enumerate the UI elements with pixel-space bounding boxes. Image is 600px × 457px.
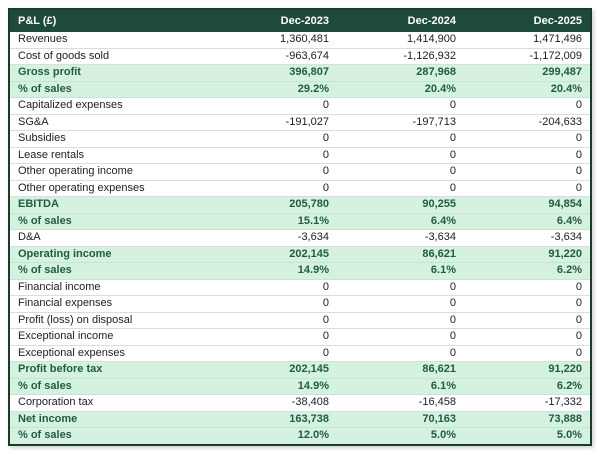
column-header: Dec-2025 bbox=[464, 9, 591, 32]
table-row bbox=[9, 312, 591, 329]
cell-value: 0 bbox=[210, 180, 337, 197]
cell-value: 0 bbox=[210, 345, 337, 362]
row-label: Capitalized expenses bbox=[9, 98, 210, 115]
cell-value: 6.4% bbox=[464, 213, 591, 230]
cell-value: 287,968 bbox=[337, 65, 464, 82]
table-row bbox=[9, 48, 591, 65]
cell-value: 0 bbox=[337, 329, 464, 346]
pnl-table bbox=[8, 8, 592, 446]
row-label: Revenues bbox=[9, 32, 210, 48]
row-label: % of sales bbox=[9, 263, 210, 280]
cell-value: 202,145 bbox=[210, 362, 337, 379]
cell-value: 0 bbox=[464, 147, 591, 164]
cell-value: 0 bbox=[210, 312, 337, 329]
cell-value: -1,172,009 bbox=[464, 48, 591, 65]
table-row bbox=[9, 279, 591, 296]
cell-value: 202,145 bbox=[210, 246, 337, 263]
cell-value: 94,854 bbox=[464, 197, 591, 214]
row-label: SG&A bbox=[9, 114, 210, 131]
row-label: % of sales bbox=[9, 428, 210, 445]
row-label: % of sales bbox=[9, 213, 210, 230]
cell-value: 0 bbox=[464, 312, 591, 329]
cell-value: 14.9% bbox=[210, 263, 337, 280]
table-row bbox=[9, 345, 591, 362]
cell-value: -191,027 bbox=[210, 114, 337, 131]
cell-value: 6.4% bbox=[337, 213, 464, 230]
total-row bbox=[9, 197, 591, 214]
cell-value: 0 bbox=[337, 296, 464, 313]
cell-value: 0 bbox=[464, 279, 591, 296]
cell-value: 0 bbox=[464, 345, 591, 362]
cell-value: 0 bbox=[337, 279, 464, 296]
row-label: Net income bbox=[9, 411, 210, 428]
table-row bbox=[9, 98, 591, 115]
cell-value: 0 bbox=[210, 98, 337, 115]
table-title: P&L (£) bbox=[9, 9, 210, 32]
row-label: Financial expenses bbox=[9, 296, 210, 313]
cell-value: 0 bbox=[337, 345, 464, 362]
total-row bbox=[9, 362, 591, 379]
cell-value: 20.4% bbox=[464, 81, 591, 98]
cell-value: 0 bbox=[464, 329, 591, 346]
cell-value: 0 bbox=[337, 131, 464, 148]
cell-value: 0 bbox=[210, 131, 337, 148]
cell-value: 14.9% bbox=[210, 378, 337, 395]
cell-value: -3,634 bbox=[210, 230, 337, 247]
row-label: % of sales bbox=[9, 81, 210, 98]
cell-value: 0 bbox=[464, 98, 591, 115]
row-label: % of sales bbox=[9, 378, 210, 395]
cell-value: 0 bbox=[210, 164, 337, 181]
row-label: Profit (loss) on disposal bbox=[9, 312, 210, 329]
cell-value: 1,414,900 bbox=[337, 32, 464, 48]
cell-value: 0 bbox=[464, 164, 591, 181]
cell-value: -17,332 bbox=[464, 395, 591, 412]
cell-value: 12.0% bbox=[210, 428, 337, 445]
cell-value: 0 bbox=[210, 296, 337, 313]
header-row bbox=[9, 9, 591, 32]
total-row bbox=[9, 246, 591, 263]
cell-value: 205,780 bbox=[210, 197, 337, 214]
row-label: Cost of goods sold bbox=[9, 48, 210, 65]
cell-value: 6.1% bbox=[337, 263, 464, 280]
cell-value: 0 bbox=[337, 312, 464, 329]
table-body bbox=[9, 32, 591, 445]
row-label: Lease rentals bbox=[9, 147, 210, 164]
cell-value: 0 bbox=[337, 98, 464, 115]
table-row bbox=[9, 164, 591, 181]
cell-value: 5.0% bbox=[337, 428, 464, 445]
table-row bbox=[9, 296, 591, 313]
cell-value: -3,634 bbox=[464, 230, 591, 247]
table-row bbox=[9, 329, 591, 346]
cell-value: 73,888 bbox=[464, 411, 591, 428]
row-label: Other operating income bbox=[9, 164, 210, 181]
cell-value: -16,458 bbox=[337, 395, 464, 412]
total-row bbox=[9, 263, 591, 280]
table-row bbox=[9, 230, 591, 247]
table-row bbox=[9, 180, 591, 197]
cell-value: 0 bbox=[210, 279, 337, 296]
cell-value: 0 bbox=[337, 147, 464, 164]
cell-value: 0 bbox=[210, 329, 337, 346]
cell-value: 6.2% bbox=[464, 378, 591, 395]
table-row bbox=[9, 32, 591, 48]
cell-value: 86,621 bbox=[337, 362, 464, 379]
cell-value: 90,255 bbox=[337, 197, 464, 214]
total-row bbox=[9, 378, 591, 395]
table-row bbox=[9, 114, 591, 131]
cell-value: 163,738 bbox=[210, 411, 337, 428]
row-label: Exceptional income bbox=[9, 329, 210, 346]
total-row bbox=[9, 213, 591, 230]
table-row bbox=[9, 147, 591, 164]
cell-value: 0 bbox=[210, 147, 337, 164]
table-header bbox=[9, 9, 591, 32]
total-row bbox=[9, 428, 591, 445]
cell-value: 5.0% bbox=[464, 428, 591, 445]
row-label: Subsidies bbox=[9, 131, 210, 148]
cell-value: -38,408 bbox=[210, 395, 337, 412]
row-label: Profit before tax bbox=[9, 362, 210, 379]
total-row bbox=[9, 411, 591, 428]
table-row bbox=[9, 395, 591, 412]
cell-value: 70,163 bbox=[337, 411, 464, 428]
row-label: Exceptional expenses bbox=[9, 345, 210, 362]
table-row bbox=[9, 131, 591, 148]
cell-value: 0 bbox=[464, 131, 591, 148]
row-label: Other operating expenses bbox=[9, 180, 210, 197]
cell-value: 0 bbox=[337, 164, 464, 181]
cell-value: 86,621 bbox=[337, 246, 464, 263]
cell-value: -3,634 bbox=[337, 230, 464, 247]
cell-value: 15.1% bbox=[210, 213, 337, 230]
cell-value: 20.4% bbox=[337, 81, 464, 98]
row-label: Gross profit bbox=[9, 65, 210, 82]
cell-value: 0 bbox=[337, 180, 464, 197]
row-label: Corporation tax bbox=[9, 395, 210, 412]
row-label: EBITDA bbox=[9, 197, 210, 214]
cell-value: 1,360,481 bbox=[210, 32, 337, 48]
cell-value: 6.2% bbox=[464, 263, 591, 280]
column-header: Dec-2023 bbox=[210, 9, 337, 32]
cell-value: 299,487 bbox=[464, 65, 591, 82]
cell-value: 6.1% bbox=[337, 378, 464, 395]
row-label: Financial income bbox=[9, 279, 210, 296]
cell-value: 91,220 bbox=[464, 246, 591, 263]
row-label: D&A bbox=[9, 230, 210, 247]
cell-value: -1,126,932 bbox=[337, 48, 464, 65]
cell-value: -197,713 bbox=[337, 114, 464, 131]
cell-value: 1,471,496 bbox=[464, 32, 591, 48]
total-row bbox=[9, 81, 591, 98]
cell-value: 0 bbox=[464, 296, 591, 313]
column-header: Dec-2024 bbox=[337, 9, 464, 32]
cell-value: -204,633 bbox=[464, 114, 591, 131]
cell-value: 29.2% bbox=[210, 81, 337, 98]
row-label: Operating income bbox=[9, 246, 210, 263]
total-row bbox=[9, 65, 591, 82]
cell-value: 91,220 bbox=[464, 362, 591, 379]
cell-value: 396,807 bbox=[210, 65, 337, 82]
cell-value: 0 bbox=[464, 180, 591, 197]
cell-value: -963,674 bbox=[210, 48, 337, 65]
